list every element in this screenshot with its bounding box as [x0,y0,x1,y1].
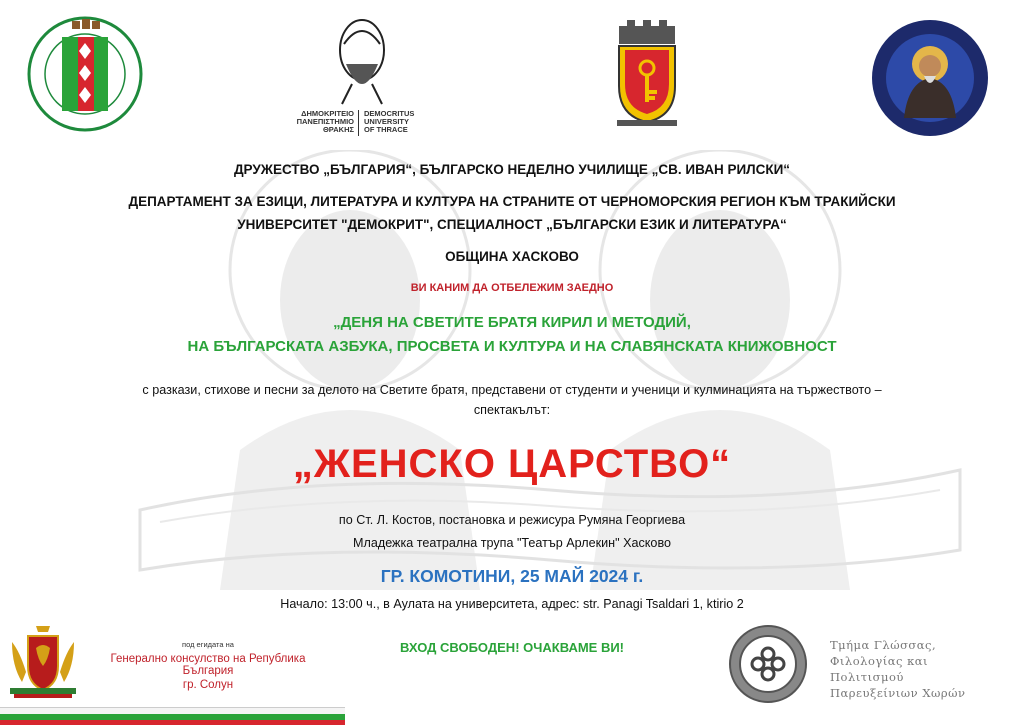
event-title-line-1: „ДЕНЯ НА СВЕТИТЕ БРАТЯ КИРИЛ И МЕТОДИЙ, [333,314,691,331]
society-bulgaria-logo [26,15,144,133]
invitation-line: ВИ КАНИМ ДА ОТБЕЛЕЖИМ ЗАЕДНО [410,282,614,294]
description-line-2: спектакълът: [473,403,551,417]
play-title: „ЖЕНСКО ЦАРСТВО“ [292,442,732,486]
haskovo-coat-of-arms [611,16,683,128]
consulate-name: Генерално консулство на Република България [110,653,306,677]
organizer-line-3: УНИВЕРСИТЕТ "ДЕМОКРИТ", СПЕЦИАЛНОСТ „БЪЛГАРСКИ ЕЗИК И ЛИТЕРАТУРА“ [237,217,787,232]
organizer-line-2: ДЕПАРТАМЕНТ ЗА ЕЗИЦИ, ЛИТЕРАТУРА И КУЛТУРА НА СТРАНИТЕ ОТ ЧЕРНОМОРСКИЯ РЕГИОН КЪМ ТРАКИЙСКИ [128,194,896,209]
sunday-school-saint-ivan-rilski-logo [870,18,990,138]
bulgaria-coat-of-arms [6,622,80,700]
democritus-university-logo [290,14,430,134]
description-line-1: с разкази, стихове и песни за делото на Светите братя, представени от студенти и ученици и кулминацията на тържеството – [142,383,882,397]
credits-line-2: Младежка театрална трупа "Театър Арлекин" Хасково [353,536,671,550]
patronage-label: под егидата на [182,640,234,649]
duth-divider [358,110,359,136]
free-entry-note: ВХОД СВОБОДЕН! ОЧАКВАМЕ ВИ! [399,640,625,655]
department-seal-logo [728,624,808,704]
greek-department-name: Τμήμα Γλώσσας, Φιλολογίας και Πολιτισμού Παρευξείνιων Χωρών [830,638,966,700]
organizer-line-4: ОБЩИНА ХАСКОВО [445,249,579,264]
credits-line-1: по Ст. Л. Костов, постановка и режисура Румяна Георгиева [338,513,686,527]
democritus-head-icon [330,14,394,106]
consulate-city: гр. Солун [182,679,234,691]
duth-greek-name: ΔΗΜΟΚΡΙΤΕΙΟ ΠΑΝΕΠΙΣΤΗΜΙΟ ΘΡΑΚΗΣ [296,109,354,134]
place-and-date: ГР. КОМОТИНИ, 25 МАЙ 2024 г. [380,566,644,586]
event-title-line-2: НА БЪЛГАРСКАТА АЗБУКА, ПРОСВЕТА И КУЛТУРА И НА СЛАВЯНСКАТА КНИЖОВНОСТ [187,338,837,355]
start-time-address: Начало: 13:00 ч., в Аулата на университета, адрес: str. Panagi Tsaldari 1, ktirio 2 [280,597,744,611]
organizer-line-1: ДРУЖЕСТВО „БЪЛГАРИЯ“, БЪЛГАРСКО НЕДЕЛНО УЧИЛИЩЕ „СВ. ИВАН РИЛСКИ“ [233,162,791,177]
bulgarian-flag-stripe [0,707,345,725]
consulate-patronage [88,640,328,691]
duth-english-name: DEMOCRITUS UNIVERSITY OF THRACE [364,109,415,134]
